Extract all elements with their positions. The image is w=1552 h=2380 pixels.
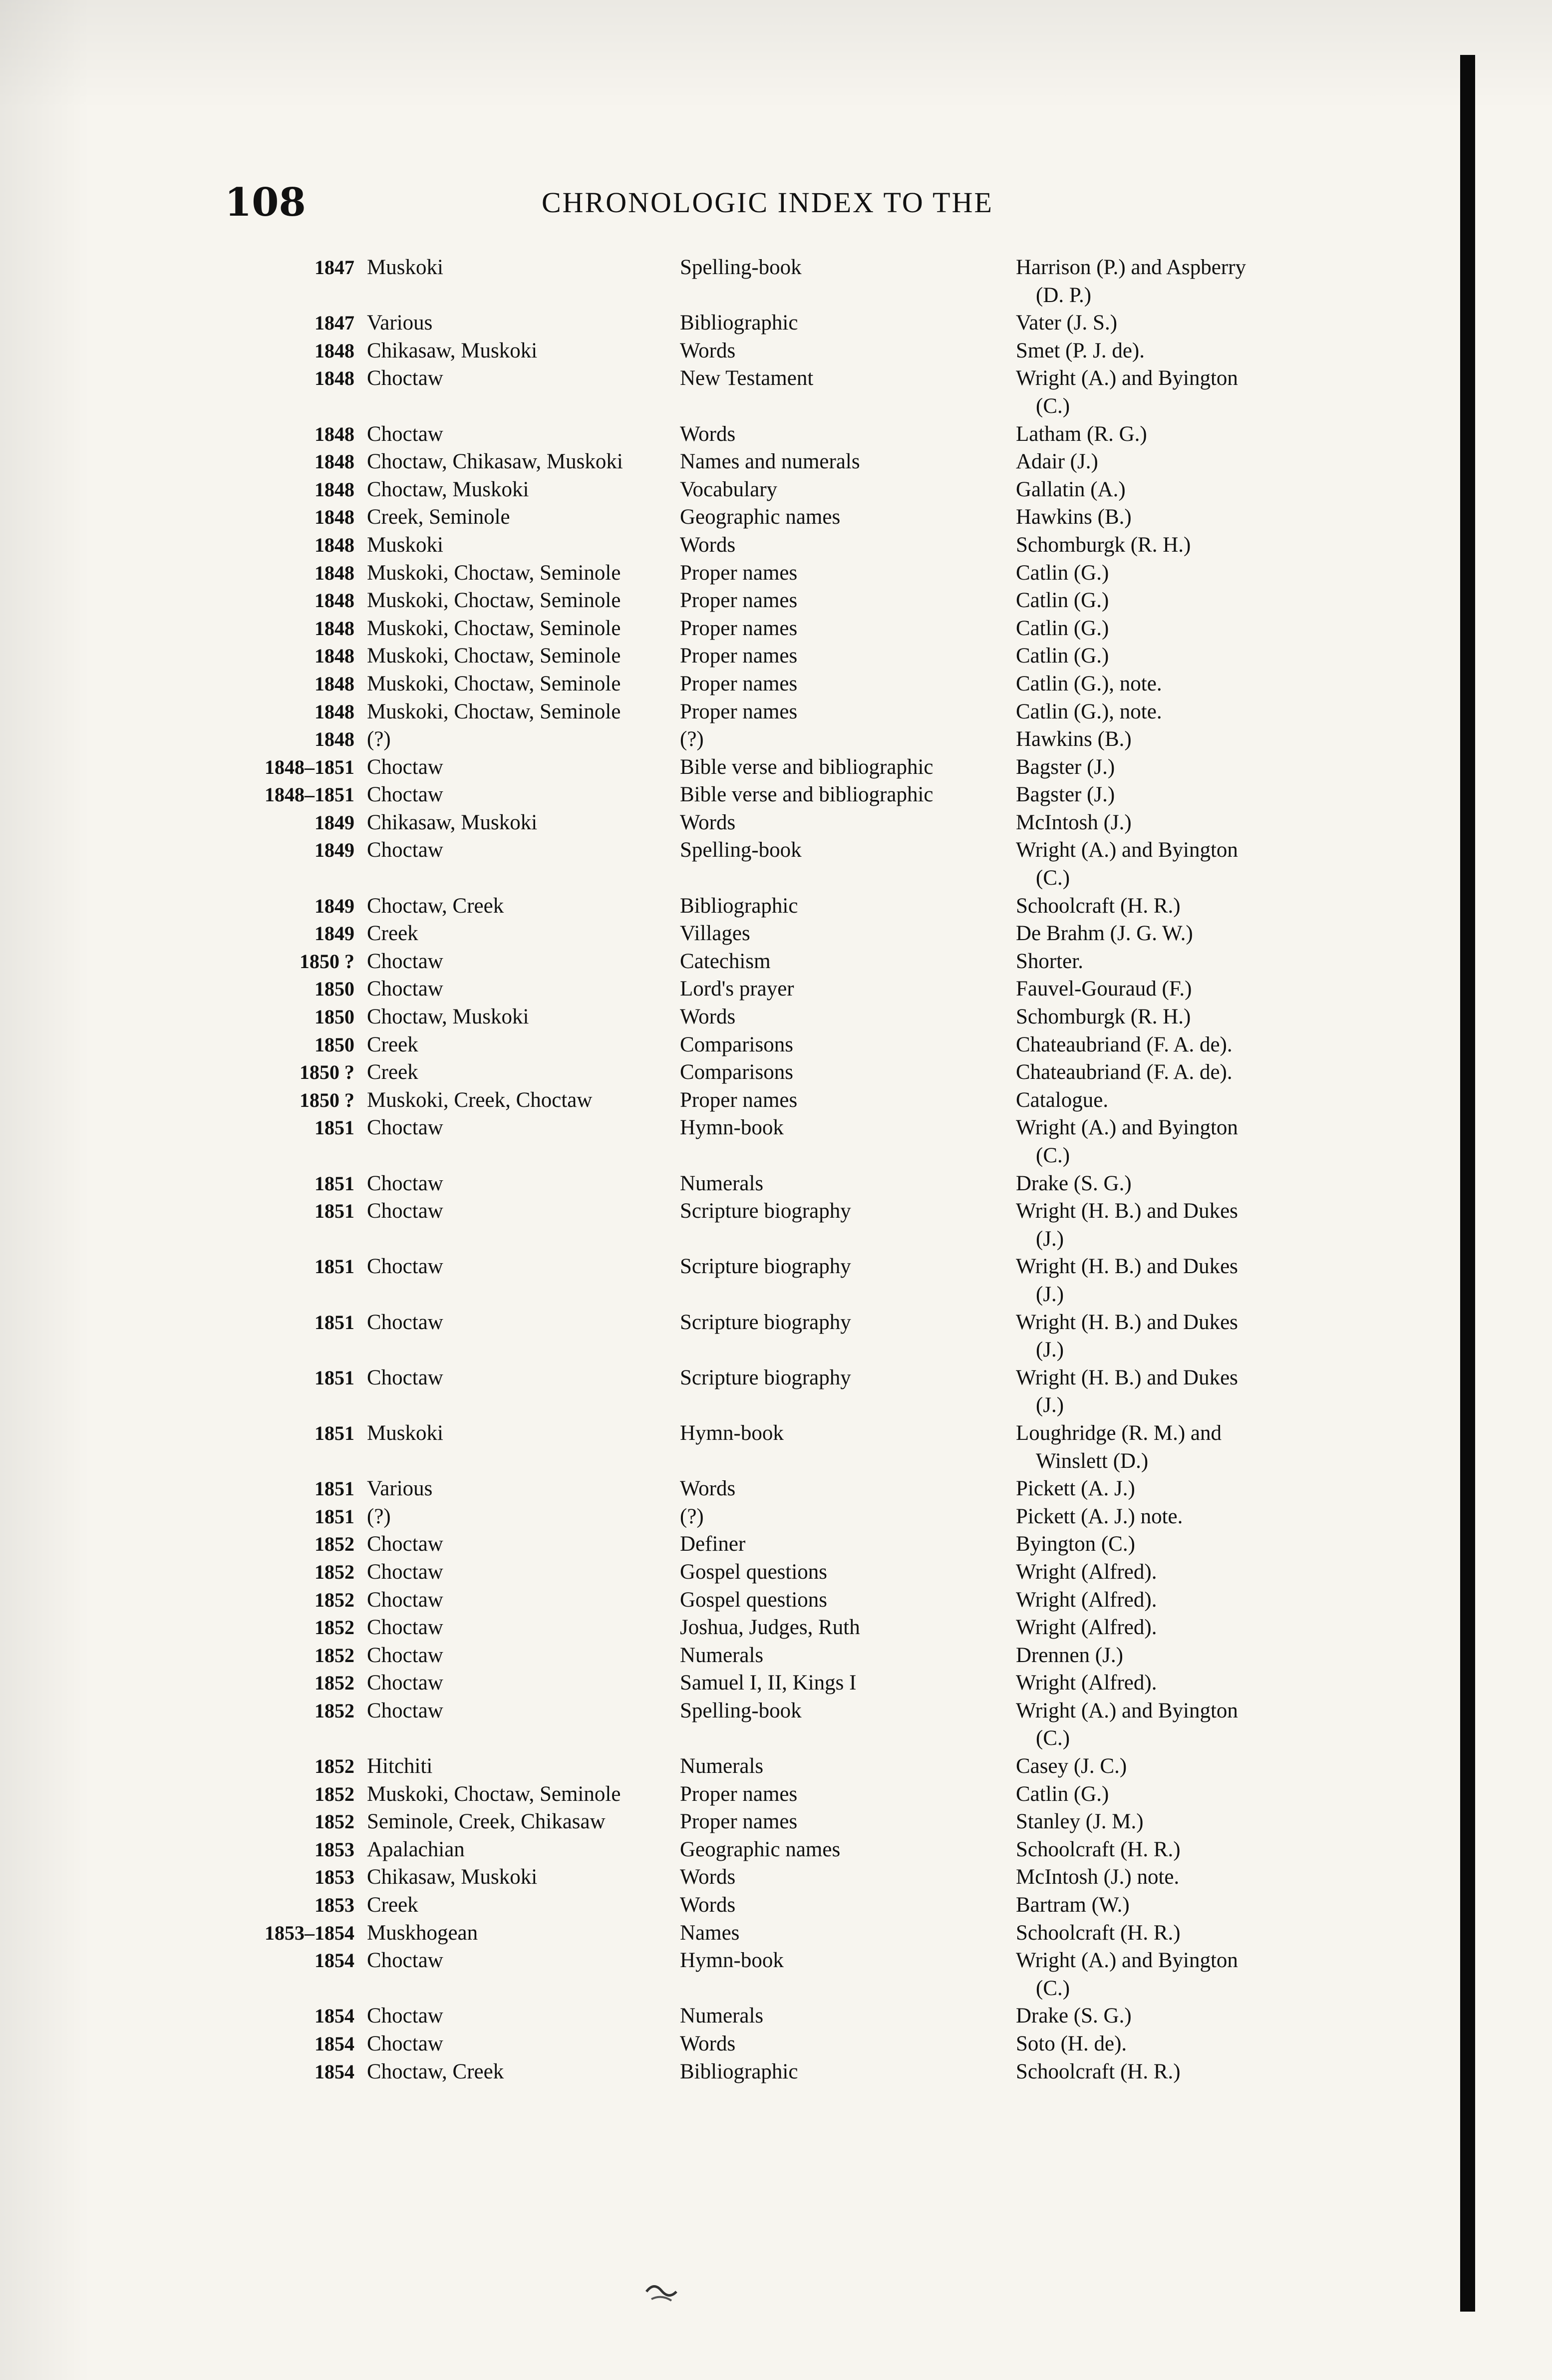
subject-cell: Samuel I, II, Kings I — [680, 1671, 857, 1695]
table-row — [0, 587, 1552, 615]
year-cell: 1851 — [314, 1116, 354, 1139]
language-cell: Muskoki — [367, 533, 443, 557]
language-cell: Chikasaw, Muskoki — [367, 1865, 538, 1889]
language-cell: Choctaw — [367, 1643, 443, 1667]
author-continuation: (J.) — [1036, 1282, 1064, 1306]
language-cell: Choctaw — [367, 1365, 443, 1389]
author-cell: Catlin (G.) — [1016, 1782, 1109, 1806]
language-cell: (?) — [367, 1504, 391, 1528]
author-cell: Wright (Alfred). — [1016, 1671, 1157, 1695]
author-cell: Bartram (W.) — [1016, 1893, 1130, 1917]
subject-cell: Proper names — [680, 699, 798, 723]
subject-cell: Bible verse and bibliographic — [680, 783, 933, 807]
year-cell: 1852 — [314, 1560, 354, 1583]
subject-cell: Words — [680, 810, 736, 834]
author-cell: Fauvel-Gouraud (F.) — [1016, 977, 1192, 1001]
year-cell: 1851 — [314, 1477, 354, 1500]
author-cell: Chateaubriand (F. A. de). — [1016, 1060, 1233, 1084]
year-cell: 1848 — [314, 506, 354, 529]
subject-cell: Words — [680, 339, 736, 362]
table-row — [0, 1364, 1552, 1419]
subject-cell: Numerals — [680, 2004, 764, 2028]
year-cell: 1848–1851 — [265, 755, 354, 778]
subject-cell: Names and numerals — [680, 450, 860, 474]
year-cell: 1849 — [314, 839, 354, 862]
subject-cell: Comparisons — [680, 1060, 793, 1084]
year-cell: 1848 — [314, 672, 354, 695]
table-row — [0, 420, 1552, 448]
language-cell: Muskoki, Choctaw, Seminole — [367, 616, 621, 640]
year-cell: 1852 — [314, 1588, 354, 1611]
language-cell: (?) — [367, 727, 391, 751]
author-cell: Smet (P. J. de). — [1016, 339, 1145, 362]
table-row — [0, 1253, 1552, 1308]
language-cell: Seminole, Creek, Chikasaw — [367, 1810, 606, 1834]
subject-cell: Words — [680, 422, 736, 446]
year-cell: 1848 — [314, 645, 354, 668]
author-continuation: (J.) — [1036, 1393, 1064, 1417]
year-cell: 1847 — [314, 312, 354, 335]
author-cell: Wright (H. B.) and Dukes — [1016, 1255, 1238, 1279]
subject-cell: Proper names — [680, 1810, 798, 1834]
subject-cell: Joshua, Judges, Ruth — [680, 1616, 860, 1640]
subject-cell: Gospel questions — [680, 1588, 828, 1612]
subject-cell: Scripture biography — [680, 1199, 851, 1223]
language-cell: Muskoki — [367, 1421, 443, 1445]
language-cell: Choctaw — [367, 1949, 443, 1973]
index-table — [0, 254, 1552, 2085]
table-row — [0, 1642, 1552, 1670]
year-cell: 1852 — [314, 1533, 354, 1556]
author-cell: Catlin (G.), note. — [1016, 672, 1162, 695]
language-cell: Choctaw — [367, 2032, 443, 2055]
year-cell: 1853 — [314, 1894, 354, 1917]
author-cell: Loughridge (R. M.) and — [1016, 1421, 1222, 1445]
language-cell: Creek — [367, 1060, 418, 1084]
author-cell: Pickett (A. J.) — [1016, 1477, 1135, 1501]
year-cell: 1850 ? — [300, 1061, 354, 1084]
year-cell: 1848 — [314, 589, 354, 612]
subject-cell: Scripture biography — [680, 1365, 851, 1389]
year-cell: 1852 — [314, 1755, 354, 1778]
language-cell: Choctaw — [367, 1699, 443, 1722]
author-continuation: (C.) — [1036, 1726, 1070, 1750]
year-cell: 1851 — [314, 1366, 354, 1389]
language-cell: Creek — [367, 1893, 418, 1917]
author-cell: Schomburgk (R. H.) — [1016, 1005, 1191, 1029]
year-cell: 1852 — [314, 1782, 354, 1805]
table-row — [0, 753, 1552, 781]
table-row — [0, 476, 1552, 504]
table-row — [0, 337, 1552, 365]
language-cell: Choctaw, Creek — [367, 894, 504, 918]
table-row — [0, 559, 1552, 587]
subject-cell: Gospel questions — [680, 1560, 828, 1584]
language-cell: Muskoki, Choctaw, Seminole — [367, 589, 621, 613]
subject-cell: Scripture biography — [680, 1310, 851, 1334]
table-row — [0, 2030, 1552, 2058]
year-cell: 1854 — [314, 1949, 354, 1972]
subject-cell: Bible verse and bibliographic — [680, 755, 933, 779]
table-row — [0, 1058, 1552, 1086]
table-row — [0, 1475, 1552, 1503]
table-row — [0, 1780, 1552, 1808]
table-row — [0, 836, 1552, 892]
subject-cell: Spelling-book — [680, 1699, 802, 1722]
author-cell: Wright (Alfred). — [1016, 1616, 1157, 1640]
table-row — [0, 1170, 1552, 1198]
year-cell: 1850 — [314, 1033, 354, 1056]
table-row — [0, 1309, 1552, 1364]
author-cell: Chateaubriand (F. A. de). — [1016, 1032, 1233, 1056]
language-cell: Choctaw — [367, 1199, 443, 1223]
table-row — [0, 2058, 1552, 2086]
table-row — [0, 1503, 1552, 1531]
table-row — [0, 531, 1552, 559]
subject-cell: Names — [680, 1921, 740, 1945]
table-row — [0, 2002, 1552, 2030]
language-cell: Muskoki, Choctaw, Seminole — [367, 561, 621, 585]
table-row — [0, 975, 1552, 1003]
author-continuation: (C.) — [1036, 1976, 1070, 2000]
table-row — [0, 948, 1552, 976]
subject-cell: Words — [680, 533, 736, 557]
year-cell: 1854 — [314, 2005, 354, 2028]
language-cell: Choctaw — [367, 1116, 443, 1140]
table-row — [0, 448, 1552, 476]
subject-cell: Scripture biography — [680, 1255, 851, 1279]
language-cell: Choctaw — [367, 1255, 443, 1279]
year-cell: 1853 — [314, 1866, 354, 1889]
subject-cell: Catechism — [680, 949, 771, 973]
language-cell: Muskhogean — [367, 1921, 478, 1945]
language-cell: Hitchiti — [367, 1754, 433, 1778]
author-cell: Latham (R. G.) — [1016, 422, 1147, 446]
year-cell: 1848 — [314, 422, 354, 445]
table-row — [0, 781, 1552, 809]
year-cell: 1852 — [314, 1616, 354, 1639]
author-cell: Adair (J.) — [1016, 450, 1098, 474]
year-cell: 1851 — [314, 1421, 354, 1444]
table-row — [0, 1808, 1552, 1836]
language-cell: Various — [367, 311, 433, 335]
language-cell: Choctaw — [367, 949, 443, 973]
table-row — [0, 1947, 1552, 2002]
year-cell: 1848 — [314, 617, 354, 640]
author-cell: Catalogue. — [1016, 1088, 1109, 1112]
table-row — [0, 1919, 1552, 1947]
table-row — [0, 364, 1552, 420]
author-cell: Wright (A.) and Byington — [1016, 1949, 1238, 1973]
author-cell: Schoolcraft (H. R.) — [1016, 2059, 1181, 2083]
subject-cell: Proper names — [680, 561, 798, 585]
author-cell: Wright (H. B.) and Dukes — [1016, 1365, 1238, 1389]
language-cell: Muskoki, Choctaw, Seminole — [367, 699, 621, 723]
author-cell: Hawkins (B.) — [1016, 727, 1132, 751]
language-cell: Creek — [367, 922, 418, 946]
author-cell: Wright (A.) and Byington — [1016, 1116, 1238, 1140]
table-row — [0, 809, 1552, 837]
year-cell: 1848 — [314, 367, 354, 390]
author-cell: Schoolcraft (H. R.) — [1016, 894, 1181, 918]
author-cell: Schoolcraft (H. R.) — [1016, 1921, 1181, 1945]
year-cell: 1848 — [314, 450, 354, 473]
subject-cell: Geographic names — [680, 1837, 841, 1861]
year-cell: 1848 — [314, 478, 354, 501]
language-cell: Various — [367, 1477, 433, 1501]
author-continuation: (C.) — [1036, 866, 1070, 890]
author-cell: Hawkins (B.) — [1016, 505, 1132, 529]
author-cell: Bagster (J.) — [1016, 755, 1115, 779]
year-cell: 1852 — [314, 1810, 354, 1833]
author-cell: Bagster (J.) — [1016, 783, 1115, 807]
language-cell: Choctaw — [367, 2004, 443, 2028]
subject-cell: Words — [680, 2032, 736, 2055]
page-number: 108 — [225, 180, 306, 225]
language-cell: Choctaw — [367, 422, 443, 446]
year-cell: 1851 — [314, 1200, 354, 1223]
language-cell: Choctaw — [367, 1532, 443, 1556]
table-row — [0, 670, 1552, 698]
year-cell: 1848 — [314, 339, 354, 362]
author-continuation: (C.) — [1036, 1144, 1070, 1167]
table-row — [0, 1114, 1552, 1169]
language-cell: Choctaw, Chikasaw, Muskoki — [367, 450, 623, 474]
subject-cell: Lord's prayer — [680, 977, 794, 1001]
subject-cell: Spelling-book — [680, 838, 802, 862]
author-cell: Drake (S. G.) — [1016, 2004, 1132, 2028]
table-row — [0, 1031, 1552, 1059]
author-cell: Byington (C.) — [1016, 1532, 1135, 1556]
subject-cell: Hymn-book — [680, 1421, 784, 1445]
table-row — [0, 1197, 1552, 1253]
table-row — [0, 1669, 1552, 1697]
author-continuation: (J.) — [1036, 1338, 1064, 1362]
year-cell: 1854 — [314, 2060, 354, 2083]
author-cell: Gallatin (A.) — [1016, 477, 1126, 501]
year-cell: 1850 ? — [300, 1088, 354, 1111]
year-cell: 1852 — [314, 1644, 354, 1667]
author-cell: Schoolcraft (H. R.) — [1016, 1837, 1181, 1861]
table-row — [0, 698, 1552, 726]
language-cell: Apalachian — [367, 1837, 465, 1861]
author-continuation: Winslett (D.) — [1036, 1449, 1149, 1473]
subject-cell: Vocabulary — [680, 477, 778, 501]
year-cell: 1851 — [314, 1311, 354, 1334]
language-cell: Choctaw, Muskoki — [367, 477, 529, 501]
year-cell: 1847 — [314, 256, 354, 279]
language-cell: Choctaw — [367, 783, 443, 807]
author-cell: Wright (A.) and Byington — [1016, 366, 1238, 390]
year-cell: 1848 — [314, 533, 354, 556]
subject-cell: Proper names — [680, 589, 798, 613]
language-cell: Choctaw — [367, 838, 443, 862]
author-cell: Wright (H. B.) and Dukes — [1016, 1199, 1238, 1223]
year-cell: 1849 — [314, 894, 354, 917]
subject-cell: New Testament — [680, 366, 814, 390]
subject-cell: Hymn-book — [680, 1949, 784, 1973]
year-cell: 1848 — [314, 700, 354, 723]
subject-cell: Words — [680, 1005, 736, 1029]
year-cell: 1849 — [314, 811, 354, 834]
author-continuation: (D. P.) — [1036, 283, 1092, 307]
author-cell: Wright (Alfred). — [1016, 1560, 1157, 1584]
subject-cell: Comparisons — [680, 1032, 793, 1056]
language-cell: Muskoki, Choctaw, Seminole — [367, 644, 621, 668]
year-cell: 1848 — [314, 728, 354, 751]
language-cell: Choctaw — [367, 1310, 443, 1334]
language-cell: Chikasaw, Muskoki — [367, 810, 538, 834]
language-cell: Choctaw — [367, 1171, 443, 1195]
subject-cell: Proper names — [680, 616, 798, 640]
language-cell: Muskoki, Choctaw, Seminole — [367, 672, 621, 695]
table-row — [0, 1836, 1552, 1864]
table-row — [0, 892, 1552, 920]
subject-cell: Hymn-book — [680, 1116, 784, 1140]
running-head: CHRONOLOGIC INDEX TO THE — [542, 186, 993, 219]
language-cell: Choctaw — [367, 366, 443, 390]
language-cell: Choctaw — [367, 977, 443, 1001]
table-row — [0, 309, 1552, 337]
table-row — [0, 1558, 1552, 1586]
table-row — [0, 254, 1552, 309]
table-row — [0, 1697, 1552, 1752]
subject-cell: Numerals — [680, 1754, 764, 1778]
table-row — [0, 615, 1552, 643]
language-cell: Choctaw — [367, 1671, 443, 1695]
subject-cell: Proper names — [680, 672, 798, 695]
table-row — [0, 1086, 1552, 1114]
table-row — [0, 1752, 1552, 1780]
table-row — [0, 1614, 1552, 1642]
author-cell: McIntosh (J.) note. — [1016, 1865, 1180, 1889]
subject-cell: Words — [680, 1893, 736, 1917]
author-cell: Stanley (J. M.) — [1016, 1810, 1144, 1834]
subject-cell: Geographic names — [680, 505, 841, 529]
author-continuation: (C.) — [1036, 394, 1070, 418]
table-row — [0, 1863, 1552, 1891]
table-row — [0, 1891, 1552, 1919]
table-row — [0, 642, 1552, 670]
table-row — [0, 1003, 1552, 1031]
subject-cell: Numerals — [680, 1171, 764, 1195]
subject-cell: Villages — [680, 922, 750, 946]
year-cell: 1853 — [314, 1838, 354, 1861]
subject-cell: Proper names — [680, 1088, 798, 1112]
author-cell: Pickett (A. J.) note. — [1016, 1504, 1183, 1528]
year-cell: 1849 — [314, 922, 354, 945]
language-cell: Creek — [367, 1032, 418, 1056]
year-cell: 1851 — [314, 1255, 354, 1278]
language-cell: Choctaw, Muskoki — [367, 1005, 529, 1029]
year-cell: 1850 — [314, 1006, 354, 1028]
table-row — [0, 725, 1552, 753]
author-cell: Casey (J. C.) — [1016, 1754, 1127, 1778]
author-cell: De Brahm (J. G. W.) — [1016, 922, 1193, 946]
author-cell: Catlin (G.) — [1016, 589, 1109, 613]
subject-cell: Proper names — [680, 1782, 798, 1806]
table-row — [0, 503, 1552, 531]
language-cell: Choctaw — [367, 1616, 443, 1640]
author-cell: Catlin (G.) — [1016, 616, 1109, 640]
author-cell: McIntosh (J.) — [1016, 810, 1132, 834]
author-cell: Catlin (G.) — [1016, 561, 1109, 585]
author-cell: Catlin (G.) — [1016, 644, 1109, 668]
language-cell: Chikasaw, Muskoki — [367, 339, 538, 362]
year-cell: 1850 ? — [300, 950, 354, 973]
author-cell: Vater (J. S.) — [1016, 311, 1118, 335]
table-row — [0, 920, 1552, 948]
language-cell: Muskoki, Creek, Choctaw — [367, 1088, 593, 1112]
year-cell: 1852 — [314, 1699, 354, 1722]
language-cell: Choctaw — [367, 1588, 443, 1612]
subject-cell: Numerals — [680, 1643, 764, 1667]
author-cell: Catlin (G.), note. — [1016, 699, 1162, 723]
author-cell: Drake (S. G.) — [1016, 1171, 1132, 1195]
year-cell: 1854 — [314, 2033, 354, 2055]
year-cell: 1853–1854 — [265, 1921, 354, 1944]
page-top-shading — [0, 0, 1552, 110]
year-cell: 1851 — [314, 1172, 354, 1195]
author-cell: Wright (Alfred). — [1016, 1588, 1157, 1612]
author-cell: Drennen (J.) — [1016, 1643, 1123, 1667]
year-cell: 1852 — [314, 1672, 354, 1695]
year-cell: 1848–1851 — [265, 783, 354, 806]
language-cell: Muskoki — [367, 256, 443, 279]
table-row — [0, 1530, 1552, 1558]
subject-cell: Proper names — [680, 644, 798, 668]
author-cell: Harrison (P.) and Aspberry — [1016, 256, 1246, 279]
language-cell: Choctaw — [367, 755, 443, 779]
language-cell: Choctaw — [367, 1560, 443, 1584]
subject-cell: Spelling-book — [680, 256, 802, 279]
author-cell: Soto (H. de). — [1016, 2032, 1127, 2055]
subject-cell: Definer — [680, 1532, 746, 1556]
language-cell: Creek, Seminole — [367, 505, 510, 529]
subject-cell: Bibliographic — [680, 311, 798, 335]
author-cell: Schomburgk (R. H.) — [1016, 533, 1191, 557]
ink-smudge-mark — [644, 2277, 679, 2307]
subject-cell: Bibliographic — [680, 2059, 798, 2083]
subject-cell: Words — [680, 1865, 736, 1889]
year-cell: 1850 — [314, 978, 354, 1001]
table-row — [0, 1419, 1552, 1475]
author-cell: Shorter. — [1016, 949, 1083, 973]
language-cell: Choctaw, Creek — [367, 2059, 504, 2083]
subject-cell: Words — [680, 1477, 736, 1501]
subject-cell: (?) — [680, 1504, 704, 1528]
table-row — [0, 1586, 1552, 1614]
author-continuation: (J.) — [1036, 1227, 1064, 1251]
year-cell: 1848 — [314, 561, 354, 584]
year-cell: 1851 — [314, 1505, 354, 1528]
language-cell: Muskoki, Choctaw, Seminole — [367, 1782, 621, 1806]
subject-cell: Bibliographic — [680, 894, 798, 918]
subject-cell: (?) — [680, 727, 704, 751]
author-cell: Wright (H. B.) and Dukes — [1016, 1310, 1238, 1334]
author-cell: Wright (A.) and Byington — [1016, 1699, 1238, 1722]
author-cell: Wright (A.) and Byington — [1016, 838, 1238, 862]
